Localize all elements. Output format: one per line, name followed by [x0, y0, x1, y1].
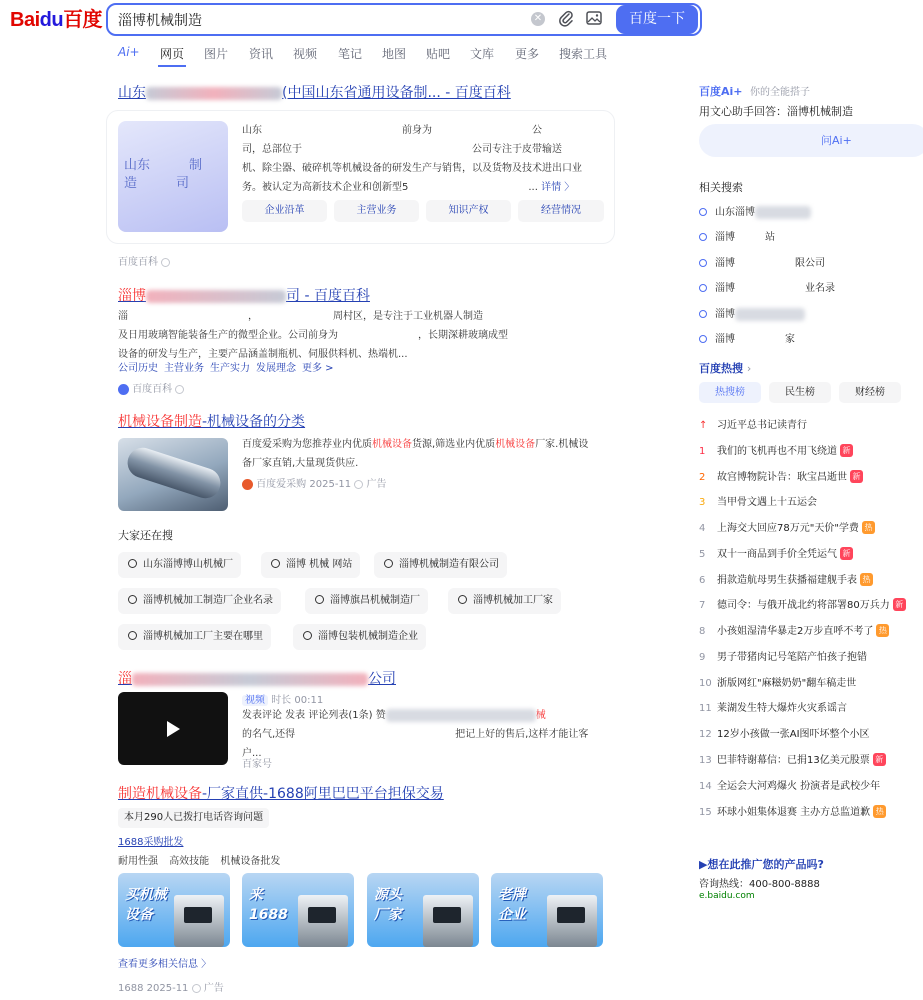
hot-item[interactable]: 5 双十一商品到手价全凭运气 新: [699, 545, 853, 560]
tab-maps[interactable]: 地图: [382, 47, 407, 61]
details-link[interactable]: 详情 〉: [541, 182, 575, 193]
redacted-text: [386, 709, 536, 722]
hot-item[interactable]: 8 小孩姐湿清华暴走2万步直呼不考了 热: [699, 622, 889, 637]
hot-tab-trending[interactable]: 热搜榜: [699, 382, 761, 403]
result-1-source[interactable]: 百度百科: [118, 253, 170, 268]
video-tag: 视频: [242, 695, 268, 706]
roller-shape: [124, 444, 225, 502]
result-3-source[interactable]: 百度爱采购 2025-11 广告: [242, 475, 387, 490]
result-3-title[interactable]: 机械设备制造-机械设备的分类: [118, 414, 306, 430]
result-4-meta: 视频 时长 00:11: [242, 691, 323, 706]
ai-answer-line: 用文心助手回答：淄博机械制造: [699, 105, 853, 118]
chip-history[interactable]: 企业沿革: [242, 200, 327, 222]
info-icon: [354, 480, 363, 489]
hot-item[interactable]: 15 环球小姐集体退赛 主办方总监道歉 热: [699, 803, 886, 818]
hot-item[interactable]: 10 浙版网红"麻糍奶奶"翻车稿走世: [699, 678, 857, 689]
search-icon: [458, 595, 467, 604]
attachment-icon[interactable]: [557, 9, 575, 27]
hot-item[interactable]: 11 莱湖发生特大爆炸火灾系谣言: [699, 703, 847, 714]
ai-brand: 百度Ai+: [699, 85, 743, 98]
link-more[interactable]: 更多 >: [302, 363, 334, 374]
search-icon: [128, 631, 137, 640]
chip-ip[interactable]: 知识产权: [426, 200, 511, 222]
tab-videos[interactable]: 视频: [293, 47, 318, 61]
result-5-tags: 耐用性强 高效技能 机械设备批发: [118, 856, 281, 867]
also-search-item[interactable]: 淄博包装机械制造企业: [293, 624, 426, 650]
redacted-text: [755, 206, 811, 219]
promo-title[interactable]: ▶想在此推广您的产品吗?: [699, 858, 824, 871]
view-more-link[interactable]: 查看更多相关信息 〉: [118, 959, 212, 970]
tab-search-tools[interactable]: 搜索工具: [559, 47, 608, 61]
result-2-title[interactable]: 淄博 司 - 百度百科: [118, 288, 370, 304]
search-icon: [315, 595, 324, 604]
related-search-item[interactable]: 淄博 站: [699, 228, 775, 243]
tab-web[interactable]: 网页: [160, 47, 185, 61]
related-search-item[interactable]: 淄博 业名录: [699, 279, 835, 294]
machine-image: [174, 895, 224, 947]
call-count-badge: 本月290人已拨打电话咨询问题: [118, 808, 269, 828]
ad-banner-4[interactable]: 老牌 企业: [491, 873, 603, 947]
ai-assistant-header: 百度Ai+ 你的全能搭子: [699, 85, 811, 98]
tab-wenku[interactable]: 文库: [470, 47, 495, 61]
result-1-thumbnail[interactable]: [118, 121, 228, 232]
hot-item[interactable]: 1 我们的飞机再也不用飞绕道 新: [699, 442, 853, 457]
redacted-text: [146, 87, 282, 100]
search-icon: [128, 559, 137, 568]
verified-icon: [175, 385, 184, 394]
ad-banner-1[interactable]: 买机械 设备: [118, 873, 230, 947]
clear-icon[interactable]: ✕: [531, 12, 545, 26]
baidu-logo[interactable]: Baidu百度: [10, 9, 103, 31]
info-icon: [192, 984, 201, 993]
also-search-item[interactable]: 淄博机械加工厂主要在哪里: [118, 624, 271, 650]
search-icon: [699, 233, 707, 241]
ad-banner-3[interactable]: 源头 厂家: [367, 873, 479, 947]
machine-image: [547, 895, 597, 947]
hot-item[interactable]: 3 当甲骨文遇上十五运会: [699, 497, 817, 508]
hot-item[interactable]: 14 全运会大河鸡爆火 扮演者是武校少年: [699, 781, 881, 792]
active-tab-indicator: [158, 65, 186, 67]
purchase-link[interactable]: 1688采购批发: [118, 837, 184, 848]
hot-item[interactable]: 12 12岁小孩做一张AI图吓坏整个小区: [699, 729, 870, 740]
search-icon: [303, 631, 312, 640]
ask-ai-button[interactable]: 问Ai+: [699, 124, 923, 157]
search-icon: [699, 259, 707, 267]
tab-notes[interactable]: 笔记: [338, 47, 363, 61]
hot-item[interactable]: 13 巴菲特谢幕信：已捐13亿美元股票 新: [699, 751, 886, 766]
promo-phone: 咨询热线：400-800-8888: [699, 879, 820, 890]
hot-item[interactable]: 2 故宫博物院讣告：耿宝昌逝世 新: [699, 468, 863, 483]
related-search-item[interactable]: 山东淄博: [699, 203, 811, 219]
result-1-title[interactable]: 山东 (中国山东省通用设备制... - 百度百科: [118, 85, 511, 101]
redacted-text: [132, 673, 368, 686]
related-search-item[interactable]: 淄博 限公司: [699, 254, 825, 269]
result-4-snippet: 发表评论 发表 评论列表(1条) 赞 械 的名气,还得 把记上好的售后,这样才能让客户...: [242, 710, 589, 759]
result-3-image[interactable]: [118, 438, 228, 511]
result-2-snippet: 淄 ， 周村区，是专注于工业机器人制造 及日用玻璃智能装备生产的微型企业。公司前身为 ，长期深耕玻璃成型 设备的研发与生产，主要产品涵盖制瓶机、伺服供料机、热端机...: [118, 311, 508, 360]
hot-item[interactable]: 6 捐款造航母男生获播福建舰手表 热: [699, 571, 873, 586]
result-3-snippet: 百度爱采购为您推荐业内优质机械设备货源,筛选业内优质机械设备厂家.机械设 备厂家直销,大量现货供应.: [242, 439, 589, 469]
chip-business[interactable]: 主营业务: [334, 200, 419, 222]
paw-icon: du: [39, 9, 64, 31]
result-5-title[interactable]: 制造机械设备-厂家直供-1688阿里巴巴平台担保交易: [118, 786, 444, 802]
result-5-source[interactable]: 1688 2025-11 广告: [118, 983, 224, 994]
search-icon: [699, 208, 707, 216]
tab-ai[interactable]: Ai+: [118, 45, 140, 59]
machine-image: [298, 895, 348, 947]
related-search-item[interactable]: 淄博: [699, 305, 805, 321]
result-2-links: [118, 359, 340, 374]
link-history[interactable]: 公司历史: [118, 363, 158, 374]
hot-item[interactable]: ↑ 习近平总书记读青行: [699, 420, 807, 431]
promo-site[interactable]: e.baidu.com: [699, 891, 755, 901]
also-search-item[interactable]: 淄博 机械 网站: [261, 552, 360, 578]
hot-tab-livelihood[interactable]: 民生榜: [769, 382, 831, 403]
search-icon: [699, 284, 707, 292]
result-1-snippet: 山东 前身为 公 司，总部位于 公司专注于皮带输送 机、除尘器、破碎机等机械设备的研发生产与销售，以及货物及技术进出口业 务。被认定为高新技术企业和创新型5 ... 详情 〉: [242, 125, 582, 193]
search-icon: [128, 595, 137, 604]
hot-item[interactable]: 4 上海交大回应78万元"天价"学费 热: [699, 519, 875, 534]
verified-icon: [161, 258, 170, 267]
aicaigou-icon: [242, 479, 253, 490]
image-search-icon[interactable]: [585, 9, 603, 27]
result-2-source[interactable]: 百度百科: [118, 380, 184, 395]
thumbnail-text: 山东 制 造 司: [124, 158, 203, 191]
also-search-heading: 大家还在搜: [118, 529, 173, 542]
chevron-right-icon: ›: [746, 362, 752, 375]
hot-tab-finance[interactable]: 财经榜: [839, 382, 901, 403]
baike-icon: [118, 384, 129, 395]
tab-tieba[interactable]: 贴吧: [426, 47, 451, 61]
hot-item[interactable]: 7 德司令：与俄开战北约将部署80万兵力 新: [699, 596, 906, 611]
result-1-chips: [242, 200, 604, 222]
pin-icon: ↑: [699, 420, 708, 431]
tab-news[interactable]: 资讯: [249, 47, 274, 61]
search-input[interactable]: 淄博机械制造: [118, 13, 202, 29]
search-icon: [699, 335, 707, 343]
play-icon[interactable]: [167, 721, 180, 737]
chip-operations[interactable]: 经营情况: [518, 200, 604, 222]
hot-item[interactable]: 9 男子带猪肉记号笔陪产怕孩子抱错: [699, 652, 867, 663]
result-4-title[interactable]: 淄 公司: [118, 671, 396, 687]
related-search-title: 相关搜索: [699, 181, 743, 194]
link-business[interactable]: 主营业务: [164, 363, 204, 374]
search-button[interactable]: 百度一下: [616, 5, 698, 34]
also-search-item[interactable]: 淄博机械制造有限公司: [374, 552, 507, 578]
also-search-item[interactable]: 淄博旗昌机械制造厂: [305, 588, 428, 614]
also-search-item[interactable]: 山东淄博博山机械厂: [118, 552, 241, 578]
redacted-text: [735, 308, 805, 321]
search-icon: [271, 559, 280, 568]
also-search-item[interactable]: 淄博机械加工厂家: [448, 588, 561, 614]
link-capacity[interactable]: 生产实力: [210, 363, 250, 374]
tab-images[interactable]: 图片: [204, 47, 229, 61]
ad-banner-2[interactable]: 来 1688: [242, 873, 354, 947]
search-icon: [699, 310, 707, 318]
search-icon: [384, 559, 393, 568]
hot-search-title[interactable]: 百度热搜 ›: [699, 362, 752, 375]
also-search-item[interactable]: 淄博机械加工制造厂企业名录: [118, 588, 281, 614]
link-philosophy[interactable]: 发展理念: [256, 363, 296, 374]
tab-more[interactable]: 更多: [515, 47, 540, 61]
machine-image: [423, 895, 473, 947]
redacted-text: [146, 290, 286, 303]
related-search-item[interactable]: 淄博 家: [699, 330, 795, 345]
result-4-source[interactable]: 百家号: [242, 759, 272, 770]
